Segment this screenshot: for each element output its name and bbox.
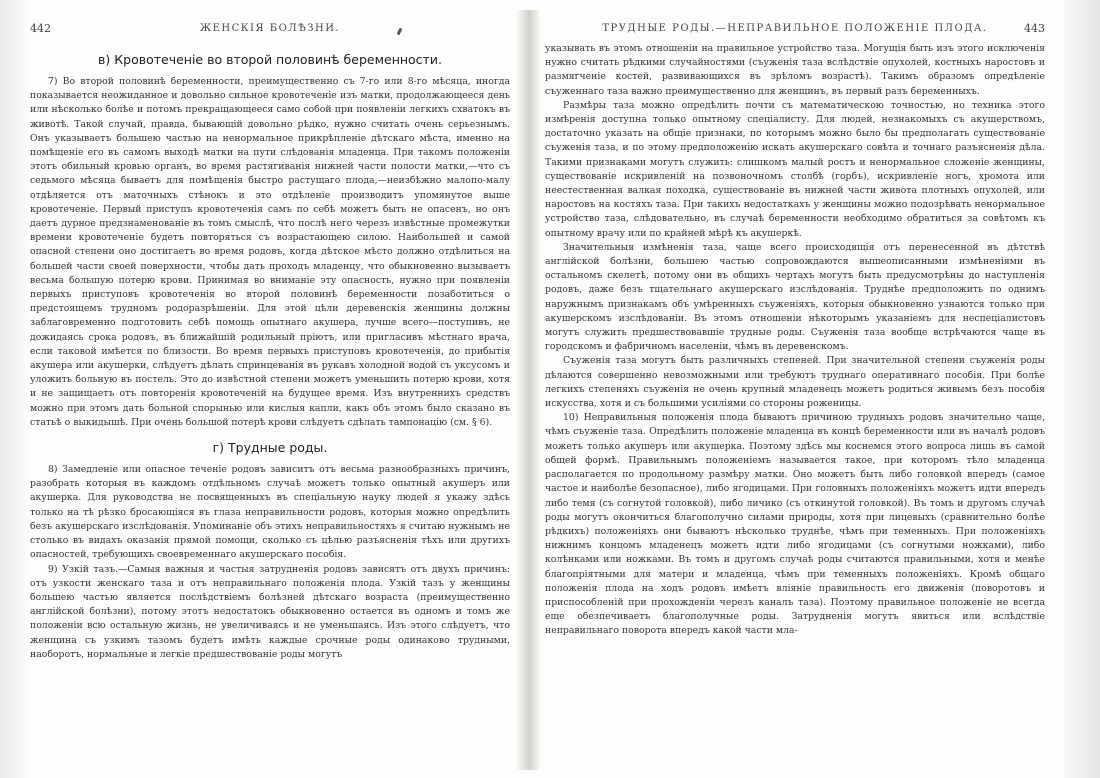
paragraph-continued: указывать въ этомъ отношеніи на правильное устройство таза. Могущія быть изъ этого исключенія нужно считать рѣдкими случайностями (съуженія таза вслѣдствіе опухолей, костныхъ наростовъ и размягченіе костей, развивающихся въ зрѣломъ возрастѣ). Такимъ образомъ опредѣленіе съуженнаго таза важно преимущественно для женщинъ, въ первый разъ беременныхъ. [545,43,1045,97]
paragraph-10: 10) Неправильныя положенія плода бываютъ причиною трудныхъ родовъ значительно чаще, чѣмъ съуженіе таза. Опредѣлить положеніе младенца въ концѣ беременности или въ началѣ родовъ можетъ только акушеръ или акушерка. Поэтому здѣсь мы коснемся этого вопроса лишь въ самой общей формѣ. Правильнымъ положеніемъ называется такое, при которомъ тѣло младенца располагается по продольному размѣру матки. Оно можетъ быть либо головкой впередъ (самое частое и наиболѣе безопасное), либо ягодицами. При головныхъ положеніяхъ можетъ идти впередъ либо темя (съ согнутой головкой), либо личико (съ откинутой головкой). Въ томъ и другомъ случаѣ роды могутъ окончиться благополучно силами природы, хотя при лицевыхъ (сравнительно болѣе рѣдкихъ) положеніяхъ они бываютъ нѣсколько труднѣе, чѣмъ при теменныхъ. При положеніяхъ нижнимъ концомъ младенецъ можетъ идти либо ягодицами (съ согнутыми ножками), либо колѣнками или ножками. Въ томъ и другомъ случаѣ роды считаются правильными, хотя и менѣе благопріятными для матери и младенца, чѣмъ при теменныхъ положеніяхъ. Кромѣ общаго положенія плода на ходъ родовъ имѣетъ вліяніе правильность его движенія (поворотовъ и приспособленій при прохожденіи черезъ каналъ таза). Поэтому правильное положеніе не всегда еще обезпечиваетъ благополучные роды. Затрудненія могутъ явиться или вслѣдствіе неправильнаго поворота впередъ какой части мла- [545,412,1045,637]
right-running-title: ТРУДНЫЕ РОДЫ.—НЕПРАВИЛЬНОЕ ПОЛОЖЕНІЕ ПЛОДА. [602,23,988,34]
paragraph-pelvis-changes: Значительныя измѣненія таза, чаще всего происходящія отъ перенесенной въ дѣтствѣ англійской болѣзни, большею частью сопровождаются вышеописанными измѣненіями въ остальномъ скелетѣ, потому они въ общихъ чертахъ могутъ быть предусмотрѣны до наступленія родовъ, даже безъ тщательнаго акушерскаго изслѣдованія. Труднѣе предположить по однимъ наружнымъ признакамъ объ умѣренныхъ съуженіяхъ, которыя обыкновенно узнаются только при акушерскомъ изслѣдованіи. Въ этомъ отношеніи нѣкоторымъ указаніемъ для неспеціалистовъ могутъ служить предшествовавшіе трудные роды. Съуженія таза вообще встрѣчаются чаще въ городскомъ и фабричномъ населеніи, чѣмъ въ деревенскомъ. [545,241,1045,353]
left-page [30,22,510,762]
paragraph-narrowing-degrees: Съуженія таза могутъ быть различныхъ степеней. При значительной степени съуженія роды дѣлаются совершенно невозможными или требуютъ труднаго оперативнаго пособія. При болѣе легкихъ степеняхъ съуженія не очень крупный младенецъ можетъ родиться живымъ безъ пособія искусства, хотя и съ большими усиліями со стороны роженицы. [545,355,1045,410]
scan-edge-shadow-left [0,0,30,778]
scan-edge-shadow-right [1060,0,1100,778]
left-running-title: ЖЕНСКІЯ БОЛѢЗНИ. [199,23,341,34]
paragraph-8: 8) Замедленіе или опасное теченіе родовъ зависитъ отъ весьма разнообразныхъ причинъ, разобрать которыя въ каждомъ отдѣльномъ случаѣ можетъ только опытный акушеръ или акушерка. Для руководства не посвященныхъ въ спеціальную науку людей я укажу здѣсь только на тѣ рѣзко бросающіяся въ глаза неправильности родовъ, которыя можно опредѣлить безъ акушерскаго изслѣдованія. Упоминаніе объ этихъ неправильностяхъ я считаю нужнымъ не столько въ видахъ оказанія прямой помощи, сколько съ цѣлью разъясненія тѣхъ или другихъ опасностей, требующихъ своевременнаго акушерскаго пособія. [30,464,510,561]
paragraph-pelvis-size: Размѣры таза можно опредѣлить почти съ математическою точностью, но техника этого измѣренія доступна только опытному спеціалисту. Для людей, незнакомыхъ съ акушерствомъ, достаточно указать на общіе признаки, по которымъ можно было бы предполагать существованіе съуженія таза, и по этому предположенію искать акушерскаго совѣта и точнаго разъясненія дѣла. Такими признаками могутъ служить: слишкомъ малый ростъ и ненормальное сложеніе женщины, существованіе искривленій на позвоночномъ столбѣ (горбъ), искривленіе ногъ, хромота или неестественная валкая походка, существованіе въ нижней части живота плотныхъ опухолей, или наростовъ на костяхъ таза. При такихъ недостаткахъ у женщины можно подозрѣвать ненормальное устройство таза, слѣдовательно, въ случаѣ беременности необходимо обратиться за совѣтомъ къ опытному врачу или по крайней мѣрѣ къ акушеркѣ. [545,99,1045,239]
paragraph-9: 9) Узкій тазъ.—Самыя важныя и частыя затрудненія родовъ зависятъ отъ двухъ причинъ: отъ узкости женскаго таза и отъ неправильнаго положенія плода. Узкій тазъ у женщины большею частью является послѣдствіемъ болѣзней дѣтскаго возраста (преимущественно англійской болѣзни), потому этотъ недостатокъ обыкновенно остается въ одномъ и томъ же положеніи всю остальную жизнь, не увеличиваясь и не уменьшаясь. Изъ этого слѣдуетъ, что женщина съ узкимъ тазомъ будетъ имѣть каждые срочные роды одинаково трудными, наоборотъ, нормальные и легкіе предшествованіе роды могутъ [30,563,510,660]
paragraph-7: 7) Во второй половинѣ беременности, преимущественно съ 7-го или 8-го мѣсяца, иногда показывается неожиданное и довольно сильное кровотеченіе изъ матки, продолжающееся день или нѣсколько болѣе и потомъ прекращающееся само собой при появленіи легкихъ схватокъ въ животѣ. Такой случай, правда, бывающій довольно рѣдко, нужно считать очень серьезнымъ. Онъ указываетъ большею частью на ненормальное прикрѣпленіе дѣтскаго мѣста, именно на помѣщеніе его въ самомъ выходѣ матки на пути слѣдованія младенца. При такомъ положеніи этотъ обильный кровью органъ, во время растягиванія нижней части полости матки,—что съ седьмого мѣсяца бываетъ для помѣщенія быстро растущаго плода,—неизбѣжно малопо-малу отдѣляется отъ маточныхъ стѣнокъ и это отдѣленіе производитъ упомянутое выше кровотеченіе. Первый приступъ кровотеченія самъ по себѣ можетъ быть не опасенъ, но онъ даетъ дурное предзнаменованіе въ томъ смыслѣ, что послѣ него черезъ извѣстные промежутки времени кровотеченіе будетъ повторяться съ возрастающею силою. Наибольшей и самой опасной степени оно достигаетъ во время родовъ, когда дѣтское мѣсто должно отдѣлиться на большей части своей поверхности, чтобы дать проходъ младенцу, что обыкновенно вызываетъ весьма большую потерю крови. Принимая во вниманіе эту опасность, нужно при появленіи первыхъ приступовъ кровотеченія во второй половинѣ беременности позаботиться о предстоящемъ трудномъ родоразрѣшеніи. Для этой цѣли деревенскія женщины должны заблаговременно подготовить себѣ помощь опытнаго акушера, лучше всего—поступивъ, не дожидаясь срока родовъ, въ ближайшій родильный пріютъ, или пригласивъ мѣстнаго врача, если таковой имѣется по близости. Во время первыхъ приступовъ кровотеченія, до прибытія акушера или акушерки, слѣдуетъ дѣлать спринцеванія въ рукавъ холодной водой съ уксусомъ и уложить больную въ постель. Это до извѣстной степени можетъ уменьшить потерю крови, хотя и не защищаетъ отъ повторенія кровотеченій на будущее время. Изъ внутреннихъ средствъ можно при этомъ дать больной спорынью или кислыя капли, какъ объ этомъ было сказано въ статьѣ о выкидышѣ. При очень большой потерѣ крови слѣдуетъ сдѣлать тампонацію (см. § 6). [30,76,510,428]
right-page-number: 443 [1024,22,1045,35]
right-running-head [545,22,1045,42]
left-running-head [30,22,510,42]
section-heading-bleeding: в) Кровотеченіе во второй половинѣ беременности. [98,52,442,67]
left-page-number: 442 [30,22,51,35]
section-heading-difficult-labor: г) Трудные роды. [212,440,328,456]
book-gutter [517,10,539,770]
right-page [545,22,1045,762]
